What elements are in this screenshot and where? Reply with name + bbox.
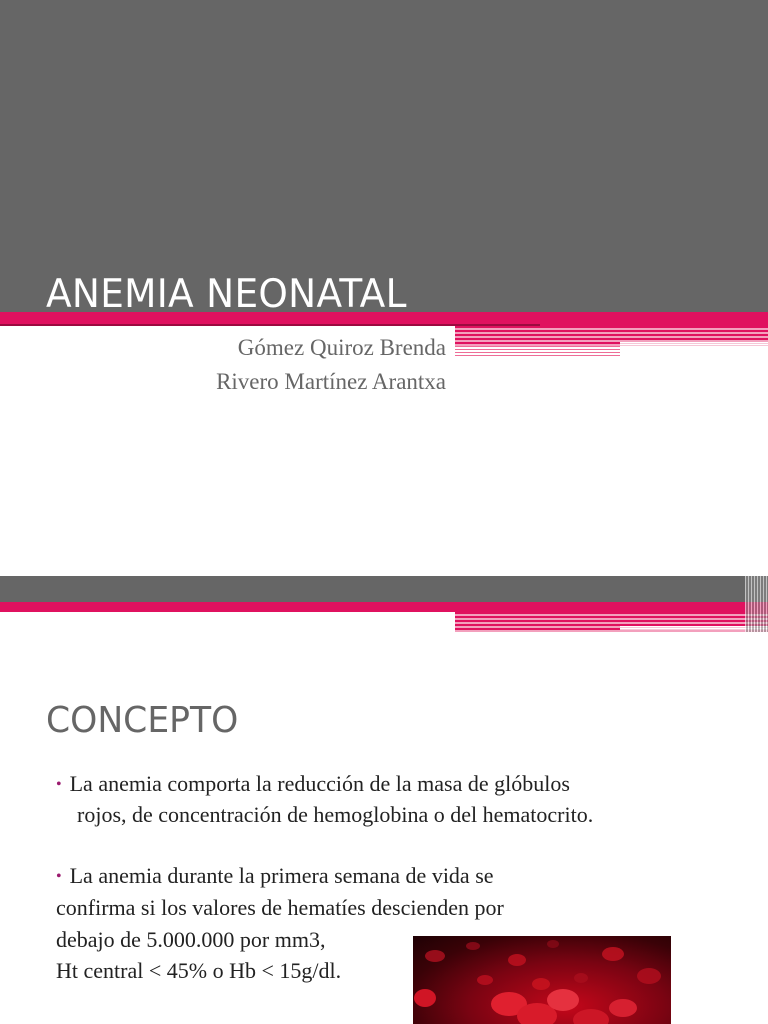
slide-title: CONCEPTO [46,700,239,741]
header-band [0,576,768,602]
header-band [0,0,768,312]
paragraph-line: Ht central < 45% o Hb < 15g/dl. [56,958,342,983]
stripe-lines-thin [455,346,620,356]
bullet-icon: • [56,776,62,793]
slide-title: ANEMIA NEONATAL [46,272,407,317]
paragraph-line: debajo de 5.000.000 por mm3, [56,927,326,952]
author-name: Gómez Quiroz Brenda [237,335,446,360]
bullet-icon: • [56,868,62,885]
author-name: Rivero Martínez Arantxa [216,369,446,394]
bullet-paragraph: • La anemia comporta la reducción de la masa de glóbulos [56,771,570,796]
stripe-lines-light [620,342,768,346]
accent-stripe [0,602,768,612]
stripe-lines-vertical [745,576,768,632]
paragraph-line: confirma si los valores de hematíes descienden por [56,895,504,920]
paragraph-line: rojos, de concentración de hemoglobina o del hematocrito. [77,802,594,827]
red-blood-cells-image [413,936,671,1024]
bullet-paragraph: • La anemia durante la primera semana de vida se [56,863,494,888]
content-slide [0,576,768,1024]
